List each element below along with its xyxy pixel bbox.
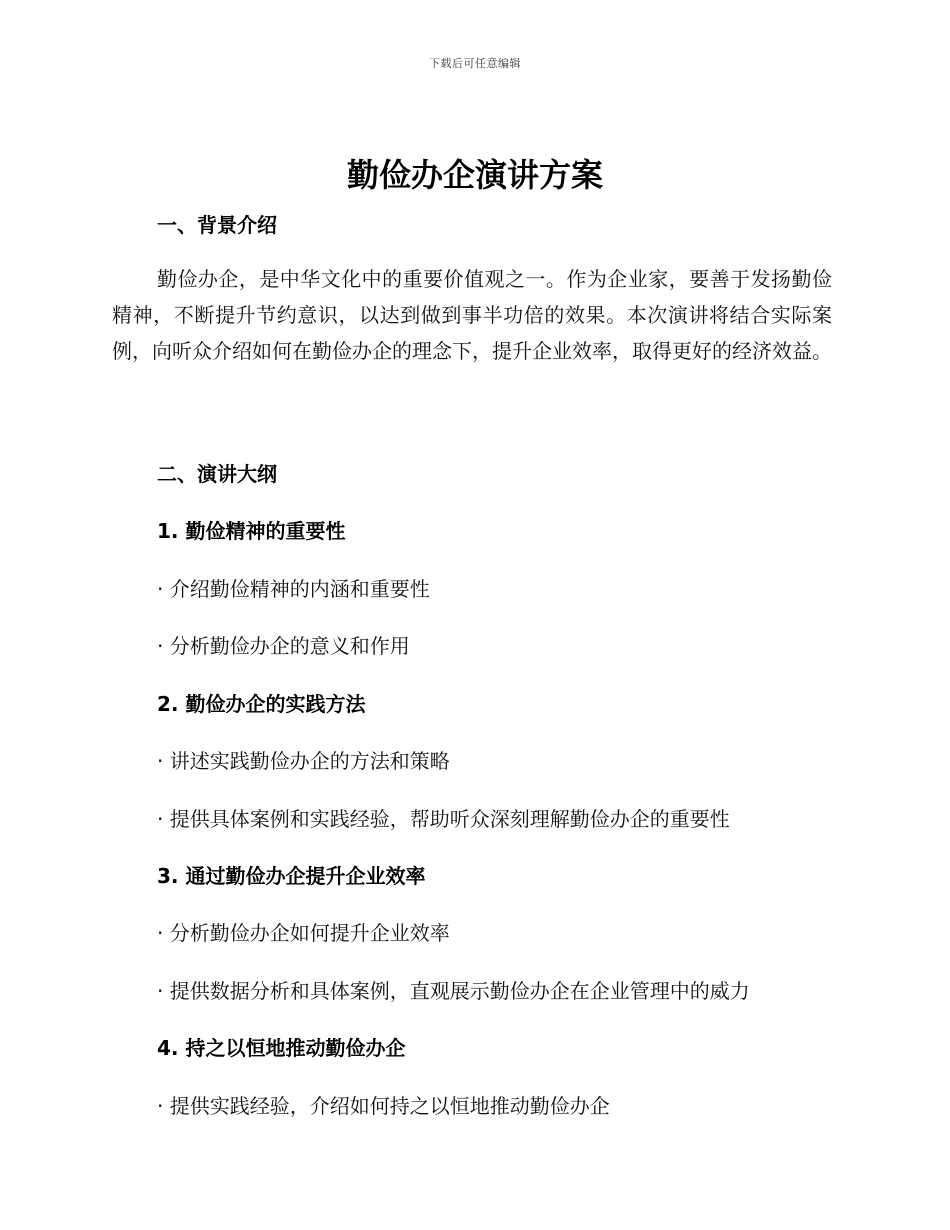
- outline-topic-1-title: 1. 勤俭精神的重要性: [157, 519, 346, 543]
- outline-topic-3-bullet-1: · 分析勤俭办企如何提升企业效率: [157, 921, 450, 945]
- outline-topic-2-bullet-1: · 讲述实践勤俭办企的方法和策略: [157, 749, 450, 773]
- background-paragraph: 勤俭办企，是中华文化中的重要价值观之一。作为企业家，要善于发扬勤俭精神，不断提升节约意识，以达到做到事半功倍的效果。本次演讲将结合实际案例，向听众介绍如何在勤俭办企的理念下，提升企业效率，取得更好的经济效益。: [112, 267, 832, 363]
- outline-topic-2-bullet-2: · 提供具体案例和实践经验，帮助听众深刻理解勤俭办企的重要性: [157, 807, 730, 831]
- document-title: 勤俭办企演讲方案: [346, 156, 603, 194]
- outline-topic-3-bullet-2: · 提供数据分析和具体案例，直观展示勤俭办企在企业管理中的威力: [157, 979, 750, 1003]
- outline-topic-3-title: 3. 通过勤俭办企提升企业效率: [157, 864, 426, 888]
- header-note: 下载后可任意编辑: [429, 57, 521, 70]
- outline-topic-4-bullet-1: · 提供实践经验，介绍如何持之以恒地推动勤俭办企: [157, 1094, 610, 1118]
- section-heading-outline: 二、演讲大纲: [157, 462, 277, 486]
- outline-topic-1-bullet-2: · 分析勤俭办企的意义和作用: [157, 634, 410, 658]
- outline-topic-2-title: 2. 勤俭办企的实践方法: [157, 692, 366, 716]
- outline-topic-4-title: 4. 持之以恒地推动勤俭办企: [157, 1036, 406, 1060]
- outline-topic-1-bullet-1: · 介绍勤俭精神的内涵和重要性: [157, 577, 430, 601]
- section-heading-background: 一、背景介绍: [157, 213, 277, 237]
